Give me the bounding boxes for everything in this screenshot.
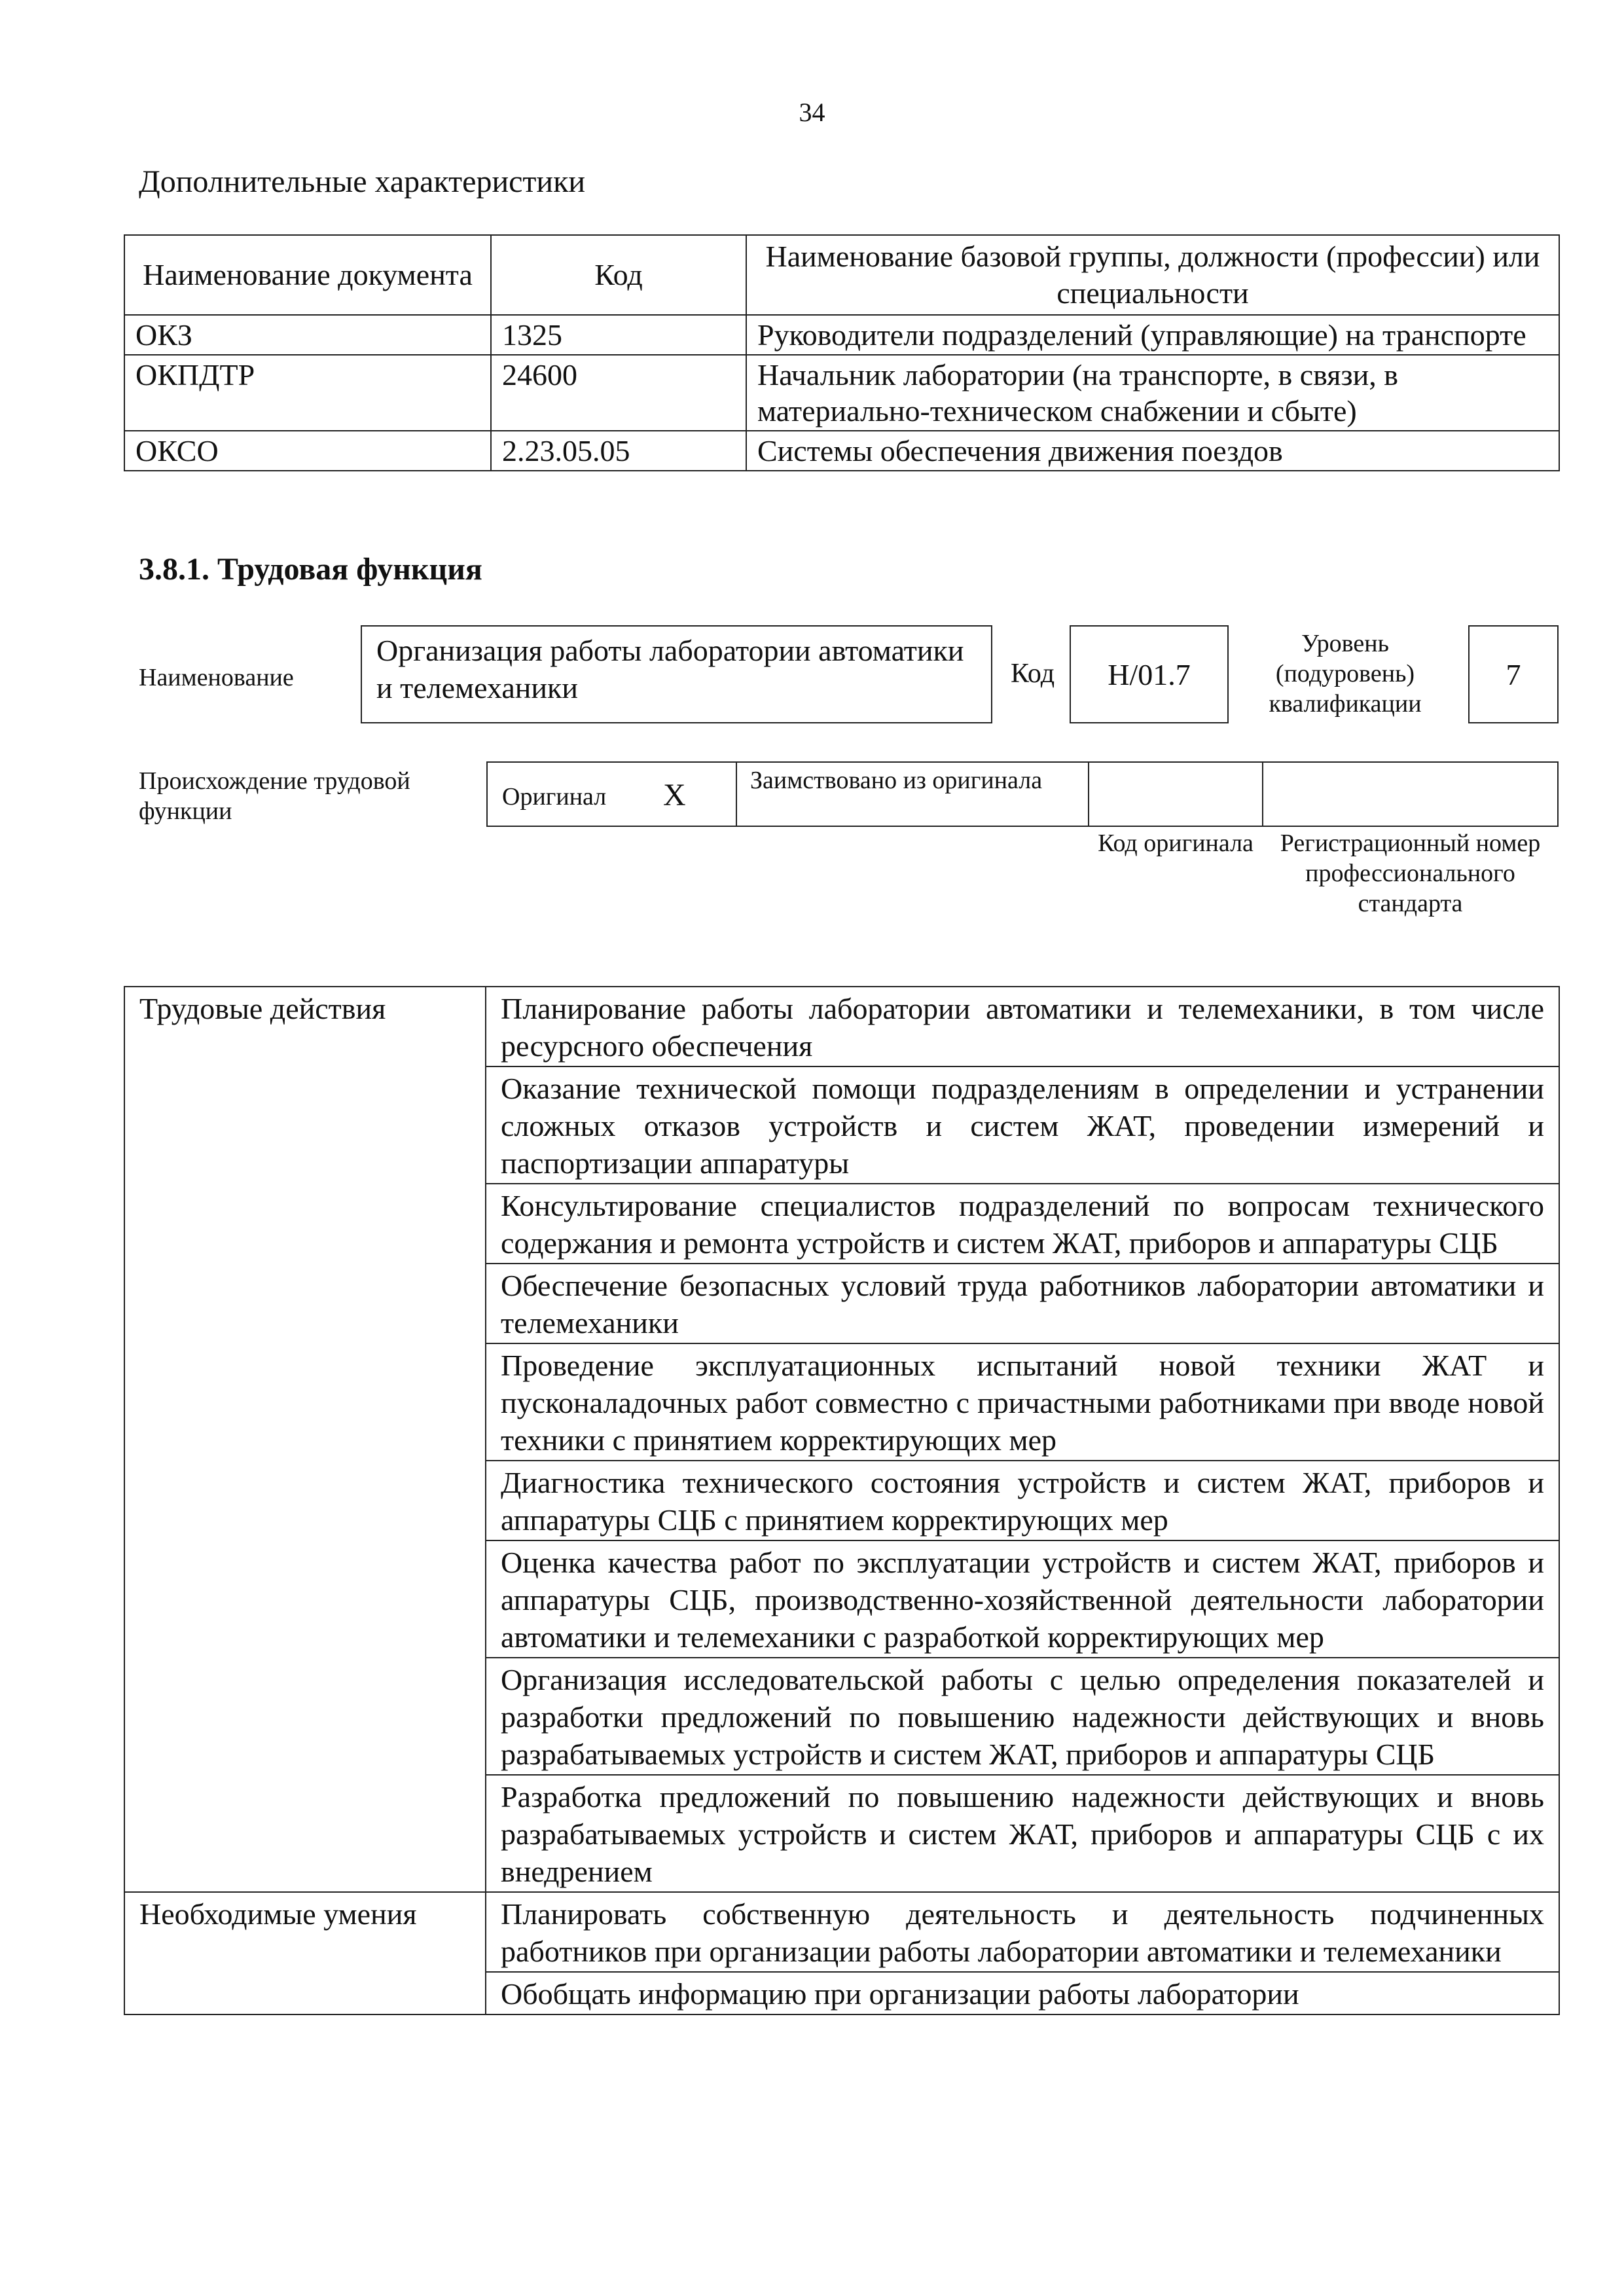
skill-item: Планировать собственную деятельность и деятельность подчиненных работников при организации работы лаборатории автоматики и телемеханики xyxy=(486,1892,1559,1972)
group-name-cell: Руководители подразделений (управляющие) на транспорте xyxy=(746,315,1559,355)
labor-action-item: Организация исследовательской работы с целью определения показателей и разработки предложений по повышению надежности действующих и вновь разрабатываемых устройств и систем ЖАТ, приборов и аппаратуры СЦБ xyxy=(486,1658,1559,1775)
name-label: Наименование xyxy=(139,664,294,691)
table-row xyxy=(124,355,1559,431)
labor-action-item: Консультирование специалистов подразделений по вопросам технического содержания и ремонта устройств и систем ЖАТ, приборов и аппаратуры СЦБ xyxy=(486,1184,1559,1264)
original-label: Оригинал xyxy=(502,783,607,811)
labor-function-heading: 3.8.1. Трудовая функция xyxy=(139,552,482,587)
code-label: Код xyxy=(1011,659,1055,689)
original-code-cell xyxy=(1088,761,1263,827)
code-cell: 24600 xyxy=(491,355,746,431)
original-code-caption: Код оригинала xyxy=(1098,829,1254,857)
code-cell: 1325 xyxy=(491,315,746,355)
table-header-row xyxy=(124,235,1559,315)
labor-action-item: Планирование работы лаборатории автоматики и телемеханики, в том числе ресурсного обеспечения xyxy=(486,987,1559,1066)
document-cell: ОКСО xyxy=(124,431,491,471)
labor-function-table xyxy=(124,986,1560,2015)
column-header-code: Код xyxy=(491,235,746,315)
labor-action-item: Оценка качества работ по эксплуатации устройств и систем ЖАТ, приборов и аппаратуры СЦБ, производственно-хозяйственной деятельности лаборатории автоматики и телемеханики с разработкой корректирующих мер xyxy=(486,1540,1559,1658)
labor-action-item: Проведение эксплуатационных испытаний новой техники ЖАТ и пусконаладочных работ совместно с причастными работниками при вводе новой техники с принятием корректирующих мер xyxy=(486,1343,1559,1461)
code-cell: 2.23.05.05 xyxy=(491,431,746,471)
original-mark: X xyxy=(663,778,686,812)
table-row xyxy=(124,315,1559,355)
skill-item: Обобщать информацию при организации работы лаборатории xyxy=(486,1972,1559,2014)
group-name-cell: Начальник лаборатории (на транспорте, в связи, в материально-техническом снабжении и сбыте) xyxy=(746,355,1559,431)
document-cell: ОКПДТР xyxy=(124,355,491,431)
origin-label: Происхождение трудовой функции xyxy=(139,767,410,825)
section-title: Дополнительные характеристики xyxy=(139,164,586,199)
group-name-cell: Системы обеспечения движения поездов xyxy=(746,431,1559,471)
level-value-box: 7 xyxy=(1468,625,1559,723)
labor-action-item: Обеспечение безопасных условий труда работников лаборатории автоматики и телемеханики xyxy=(486,1264,1559,1343)
document-cell: ОКЗ xyxy=(124,315,491,355)
borrowed-cell: Заимствовано из оригинала xyxy=(736,761,1089,827)
skills-label: Необходимые умения xyxy=(124,1892,486,2014)
additional-characteristics-table xyxy=(124,234,1560,471)
table-row xyxy=(124,987,1559,1066)
level-label: Уровень (подуровень) квалификации xyxy=(1269,630,1422,718)
registration-number-caption: Регистрационный номер профессионального стандарта xyxy=(1280,829,1541,917)
table-row xyxy=(124,431,1559,471)
table-row xyxy=(124,1892,1559,1972)
registration-number-cell xyxy=(1262,761,1559,827)
function-name-box: Организация работы лаборатории автоматики и телемеханики xyxy=(361,625,992,723)
labor-action-item: Диагностика технического состояния устройств и систем ЖАТ, приборов и аппаратуры СЦБ с принятием корректирующих мер xyxy=(486,1461,1559,1540)
column-header-group-name: Наименование базовой группы, должности (профессии) или специальности xyxy=(746,235,1559,315)
labor-action-item: Оказание технической помощи подразделениям в определении и устранении сложных отказов устройств и систем ЖАТ, проведении измерений и паспортизации аппаратуры xyxy=(486,1066,1559,1184)
page-number: 34 xyxy=(799,98,825,127)
function-code-box: H/01.7 xyxy=(1070,625,1229,723)
labor-actions-label: Трудовые действия xyxy=(124,987,486,1892)
original-cell xyxy=(486,761,737,827)
column-header-document: Наименование документа xyxy=(124,235,491,315)
labor-action-item: Разработка предложений по повышению надежности действующих и вновь разрабатываемых устройств и систем ЖАТ, приборов и аппаратуры СЦБ с их внедрением xyxy=(486,1775,1559,1892)
